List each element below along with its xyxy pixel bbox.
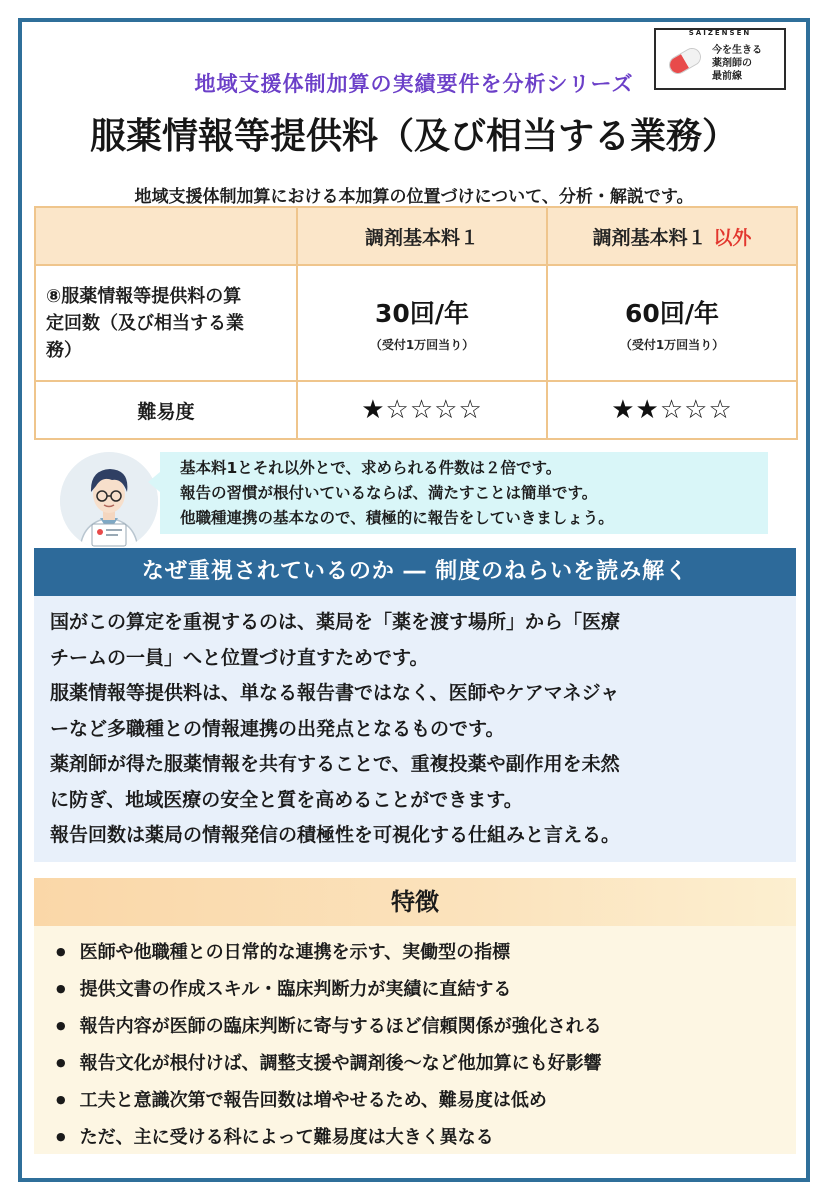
- feature-item: ● ただ、主に受ける科によって難易度は大きく異なる: [56, 1119, 796, 1156]
- feature-item: ● 工夫と意識次第で報告回数は増やせるため、難易度は低め: [56, 1082, 796, 1119]
- why-section-body: [34, 596, 796, 862]
- series-title: 地域支援体制加算の実績要件を分析シリーズ: [194, 72, 634, 96]
- difficulty-stars-basic1: ★☆☆☆☆: [297, 381, 547, 439]
- row-label-count: ⑧服薬情報等提供料の算 定回数（及び相当する業 務）: [35, 265, 297, 381]
- why-line: チームの一員」へと位置づけ直すためです。: [50, 646, 429, 669]
- count-note: （受付1万回当り）: [369, 337, 475, 352]
- why-line: 国がこの算定を重視するのは、薬局を「薬を渡す場所」から「医療: [50, 611, 621, 633]
- table-header-row: [35, 207, 797, 265]
- features-list: [56, 934, 796, 1156]
- why-line: 報告回数は薬局の情報発信の積極性を可視化する仕組みと言える。: [50, 824, 621, 846]
- column-header-other: 調剤基本料１ 以外: [547, 207, 797, 265]
- cell-other-count: [547, 265, 797, 381]
- count-value: 30回/年: [375, 298, 469, 328]
- logo-brand: SAIZENSEN: [688, 29, 752, 37]
- difficulty-stars-other: ★★☆☆☆: [547, 381, 797, 439]
- pharmacist-avatar-icon: [60, 452, 158, 550]
- why-line: ーなど多職種との情報連携の出発点となるものです。: [50, 717, 505, 740]
- table-row: [35, 381, 797, 439]
- count-note: （受付1万回当り）: [619, 337, 725, 352]
- why-section-heading: なぜ重視されているのか ― 制度のねらいを読み解く: [34, 548, 796, 596]
- requirements-table: [34, 206, 798, 440]
- speech-bubble-tail: [148, 472, 160, 492]
- why-line: 薬剤師が得た服薬情報を共有することで、重複投薬や副作用を未然: [50, 753, 620, 775]
- count-value: 60回/年: [625, 298, 719, 328]
- column-header-accent: 以外: [713, 226, 752, 249]
- speech-line: 基本料1とそれ以外とで、求められる件数は２倍です。: [180, 459, 562, 477]
- why-line: に防ぎ、地域医療の安全と質を高めることができます。: [50, 788, 523, 811]
- feature-item: ● 提供文書の作成スキル・臨床判断力が実績に直結する: [56, 971, 796, 1008]
- why-line: 服薬情報等提供料は、単なる報告書ではなく、医師やケアマネジャ: [50, 682, 620, 704]
- speech-line: 報告の習慣が根付いているならば、満たすことは簡単です。: [180, 484, 598, 502]
- column-header-basic1: 調剤基本料１: [297, 207, 547, 265]
- page-subtitle: 地域支援体制加算における本加算の位置づけについて、分析・解説です。: [134, 187, 694, 207]
- speech-bubble: [160, 452, 768, 534]
- table-row: [35, 265, 797, 381]
- table-corner-cell: [35, 207, 297, 265]
- cell-basic1-count: [297, 265, 547, 381]
- features-heading: 特徴: [34, 878, 796, 926]
- feature-item: ● 報告文化が根付けば、調整支援や調剤後〜など他加算にも好影響: [56, 1045, 796, 1082]
- feature-item: ● 報告内容が医師の臨床判断に寄与するほど信頼関係が強化される: [56, 1008, 796, 1045]
- features-body: [34, 926, 796, 1154]
- row-label-difficulty: 難易度: [35, 381, 297, 439]
- page-title: 服薬情報等提供料（及び相当する業務）: [89, 116, 738, 157]
- speech-line: 他職種連携の基本なので、積極的に報告をしていきましょう。: [180, 509, 614, 527]
- feature-item: ● 医師や他職種との日常的な連携を示す、実働型の指標: [56, 934, 796, 971]
- logo-tagline: 今を生きる 薬剤師の 最前線: [712, 45, 762, 82]
